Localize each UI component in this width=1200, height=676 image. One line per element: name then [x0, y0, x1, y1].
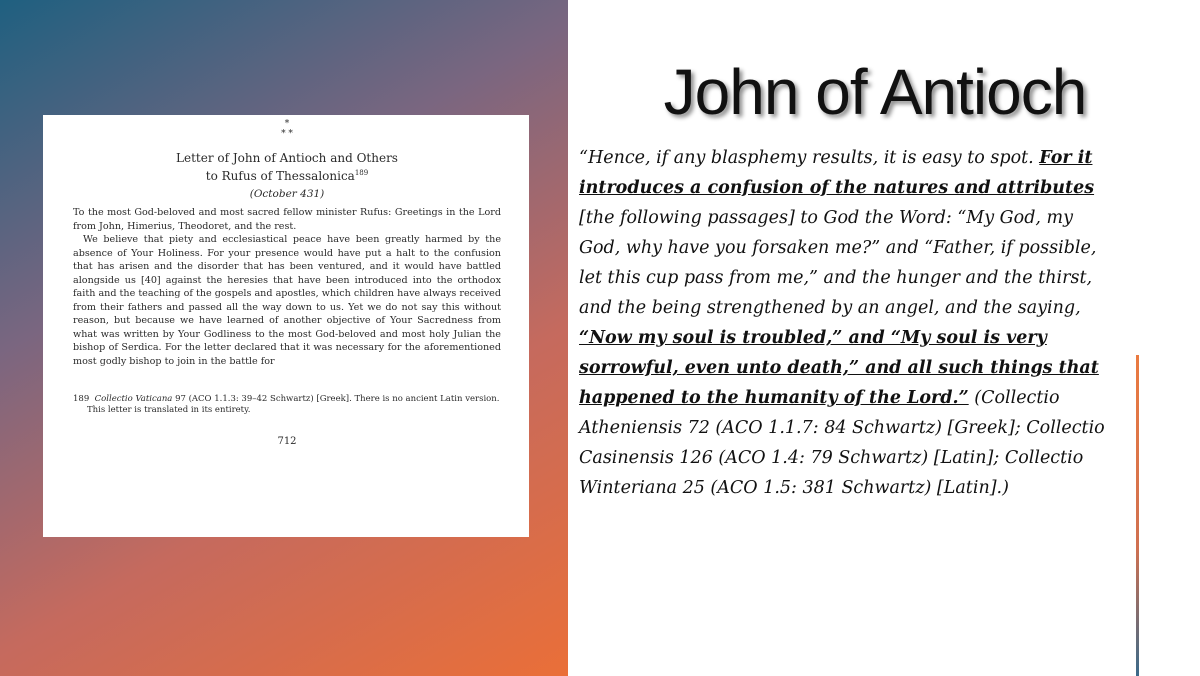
letter-title-line1: Letter of John of Antioch and Others	[176, 151, 398, 165]
letter-title-line2: to Rufus of Thessalonica$^{189}$	[205, 169, 369, 183]
letter-body	[73, 206, 501, 368]
page-number: 712	[277, 436, 297, 447]
decorative-vertical-line	[1136, 355, 1139, 676]
letter-title	[73, 151, 501, 184]
title-footnote-marker: 189	[354, 169, 369, 177]
ornament-stars: * * *	[281, 119, 293, 139]
quote-text	[579, 143, 1114, 503]
footnote: 189 Collectio Vaticana 97 (ACO 1.1.3: 39–42 Schwartz) [Greek]. There is no ancient Latin version. This letter is translated in its entirety.	[73, 394, 500, 415]
quote-emphasis: “Now my soul is troubled,” and “My soul is very sorrowful, even unto death,” and all such things that happened to the humanity of the Lord.”	[579, 328, 1099, 408]
letter-paragraph-1: To the most God-beloved and most sacred fellow minister Rufus: Greetings in the Lord from John, Himerius, Theodoret, and the rest.	[73, 207, 501, 232]
book-page-image	[43, 115, 529, 537]
quote-segment: [the following passages] to God the Word: “My God, my God, why have you forsaken me?” and “Father, if possible, let this cup pass from me,” and the hunger and the thirst, and the being strengthened by an angel, and the saying,	[579, 208, 1097, 318]
gradient-background-panel	[0, 0, 568, 676]
letter-paragraph-2: We believe that piety and ecclesiastical peace have been greatly harmed by the absence of Your Holiness. For your presence would have put a halt to the confusion that has arisen and the disorder that has been ventured, and it would have battled alongside us [40] against the heresies that have been introduced into the orthodox faith and the teaching of the gospels and apostles, which children have always received from their fathers and passed all the way down to us. Yet we do not say this without reason, but because we have learned of another objective of Your Sacredness from what was written by Your Godliness to the most God-beloved and most holy Julian the bishop of Serdica. For the letter declared that it was necessary for the aforementioned most godly bishop to join in the battle for	[73, 234, 501, 367]
quote-segment: (Collectio Atheniensis 72 (ACO 1.1.7: 84 Schwartz) [Greek]; Collectio Casinensis 126 (ACO 1.4: 79 Schwartz) [Latin]; Collectio Winteriana 25 (ACO 1.5: 381 Schwartz) [Latin].)	[579, 388, 1105, 498]
quote-emphasis: For it introduces a confusion of the natures and attributes	[579, 148, 1095, 198]
letter-date: (October 431)	[249, 188, 325, 200]
slide-title: John of Antioch	[663, 56, 1087, 128]
quote-segment: “Hence, if any blasphemy results, it is easy to spot.	[579, 148, 1040, 168]
